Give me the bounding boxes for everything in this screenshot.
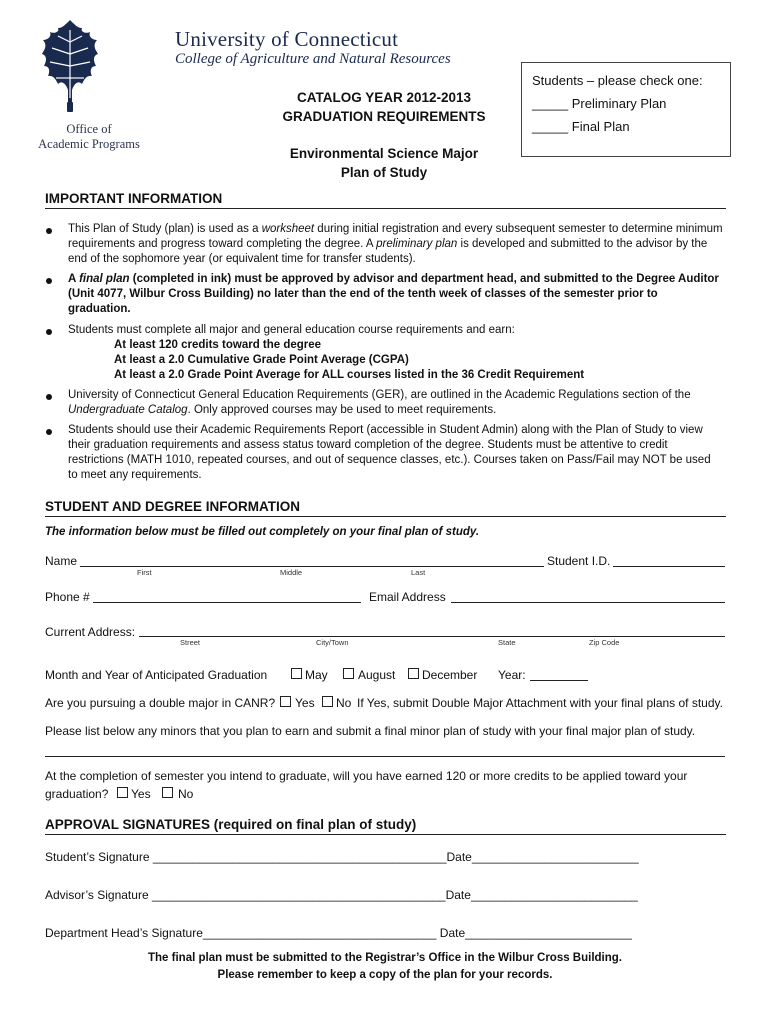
- office-line-1: Office of: [66, 122, 112, 136]
- bullet-icon: [46, 278, 52, 284]
- address-label: Current Address:: [45, 625, 136, 639]
- middle-name-caption: Middle: [280, 568, 303, 577]
- plan-type-title: Students – please check one:: [532, 73, 703, 88]
- department-head-signature-line[interactable]: Department Head’s Signature___________________________________ Date_________________________: [45, 926, 632, 940]
- student-info-note: The information below must be filled out completely on your final plan of study.: [45, 526, 480, 538]
- important-info-title: IMPORTANT INFORMATION: [45, 191, 223, 206]
- double-major-question: Are you pursuing a double major in CANR?: [45, 696, 276, 710]
- city-caption: City/Town: [316, 638, 349, 647]
- state-caption: State: [498, 638, 516, 647]
- may-label: May: [305, 668, 328, 682]
- student-info-rule: [45, 516, 726, 517]
- student-id-label: Student I.D.: [547, 554, 611, 568]
- office-label: [36, 122, 142, 152]
- catalog-year: CATALOG YEAR 2012-2013: [296, 90, 472, 105]
- credits-yes-label: Yes: [131, 787, 151, 801]
- year-label: Year:: [498, 668, 526, 682]
- student-info-title: STUDENT AND DEGREE INFORMATION: [45, 499, 300, 514]
- info-item-final-plan: A final plan (completed in ink) must be approved by advisor and department head, and submitted to the Degree Auditor (Unit 4077, Wilbur Cross Building) no later than the end of the tenth week of classes of the semester prior to graduation.: [68, 273, 719, 315]
- december-label: December: [422, 668, 478, 682]
- student-signature-line[interactable]: Student’s Signature ____________________________________________Date_________________________: [45, 850, 639, 864]
- info-item-ger: University of Connecticut General Education Requirements (GER), are outlined in the Academic Regulations section of the Undergraduate Catalog. Only approved courses may be used to meet requirements.: [68, 389, 691, 416]
- info-item-worksheet: This Plan of Study (plan) is used as a worksheet during initial registration and every subsequent semester to determine minimum requirements and progress toward completing the degree. A preliminary plan is developed and submitted to the advisor by the end of the sophomore year (or equivalent time for transfer students).: [68, 223, 723, 265]
- double-major-no-checkbox[interactable]: [322, 696, 333, 707]
- major-name: Environmental Science Major: [289, 146, 479, 161]
- plan-type-panel: [521, 62, 731, 157]
- important-info-rule: [45, 208, 726, 209]
- bullet-icon: [46, 394, 52, 400]
- final-plan-option[interactable]: _____ Final Plan: [532, 119, 630, 134]
- credits-question-line-1: At the completion of semester you intend to graduate, will you have earned 120 or more credits to be applied toward your: [45, 769, 688, 783]
- name-field[interactable]: [80, 566, 544, 567]
- plan-of-study: Plan of Study: [340, 165, 428, 180]
- may-checkbox[interactable]: [291, 668, 302, 679]
- approval-title: APPROVAL SIGNATURES (required on final plan of study): [45, 817, 417, 832]
- address-field[interactable]: [139, 636, 725, 637]
- name-label: Name: [45, 554, 78, 568]
- last-name-caption: Last: [411, 568, 426, 577]
- email-label: Email Address: [369, 590, 446, 604]
- august-label: August: [358, 668, 396, 682]
- approval-rule: [45, 834, 726, 835]
- bullet-icon: [46, 228, 52, 234]
- zip-caption: Zip Code: [589, 638, 620, 647]
- oak-leaf-logo-icon: [40, 18, 100, 114]
- phone-field[interactable]: [93, 602, 361, 603]
- graduation-label: Month and Year of Anticipated Graduation: [45, 668, 268, 682]
- august-checkbox[interactable]: [343, 668, 354, 679]
- minors-question: Please list below any minors that you plan to earn and submit a final minor plan of study with your final major plan of study.: [45, 724, 696, 738]
- credits-yes-checkbox[interactable]: [117, 787, 128, 798]
- student-id-field[interactable]: [613, 566, 725, 567]
- double-major-note: If Yes, submit Double Major Attachment with your final plans of study.: [357, 696, 723, 710]
- credits-no-checkbox[interactable]: [162, 787, 173, 798]
- double-major-yes-label: Yes: [295, 696, 315, 710]
- minors-field[interactable]: [45, 756, 725, 757]
- email-field[interactable]: [451, 602, 725, 603]
- graduation-requirements: GRADUATION REQUIREMENTS: [282, 109, 486, 124]
- phone-label: Phone #: [45, 590, 90, 604]
- first-name-caption: First: [137, 568, 152, 577]
- info-item-credits: Students must complete all major and general education course requirements and earn: At least 120 credits toward the degree At least a 2.0 Cumulative Grade Point Average (CGPA) At least a 2.0 Grade Point Average for ALL courses listed in the 36 Credit Requirement: [68, 324, 585, 381]
- credits-question-line-2: graduation?: [45, 787, 109, 801]
- bullet-icon: [46, 329, 52, 335]
- office-line-2: Academic Programs: [38, 137, 140, 151]
- year-field[interactable]: [530, 680, 588, 681]
- double-major-yes-checkbox[interactable]: [280, 696, 291, 707]
- college-name: College of Agriculture and Natural Resources: [175, 51, 451, 67]
- submission-note: [60, 950, 710, 984]
- university-name: University of Connecticut: [175, 27, 399, 51]
- submission-note-line-2: Please remember to keep a copy of the plan for your records.: [217, 969, 553, 981]
- credits-no-label: No: [178, 787, 194, 801]
- major-heading: [262, 144, 506, 182]
- double-major-no-label: No: [336, 696, 352, 710]
- bullet-icon: [46, 429, 52, 435]
- catalog-heading: [262, 88, 506, 126]
- street-caption: Street: [180, 638, 201, 647]
- submission-note-line-1: The final plan must be submitted to the Registrar’s Office in the Wilbur Cross Building.: [148, 952, 622, 964]
- info-item-academic-report: Students should use their Academic Requirements Report (accessible in Student Admin) along with the Plan of Study to view their graduation requirements and assess status toward completion of the degree. Students must be attentive to credit restrictions (MATH 1010, repeated courses, and out of sequence classes, etc.). Courses taken on Pass/Fail may NOT be used to meet any requirements.: [68, 424, 711, 481]
- preliminary-plan-option[interactable]: _____ Preliminary Plan: [532, 96, 667, 111]
- december-checkbox[interactable]: [408, 668, 419, 679]
- advisor-signature-line[interactable]: Advisor’s Signature ____________________________________________Date_________________________: [45, 888, 638, 902]
